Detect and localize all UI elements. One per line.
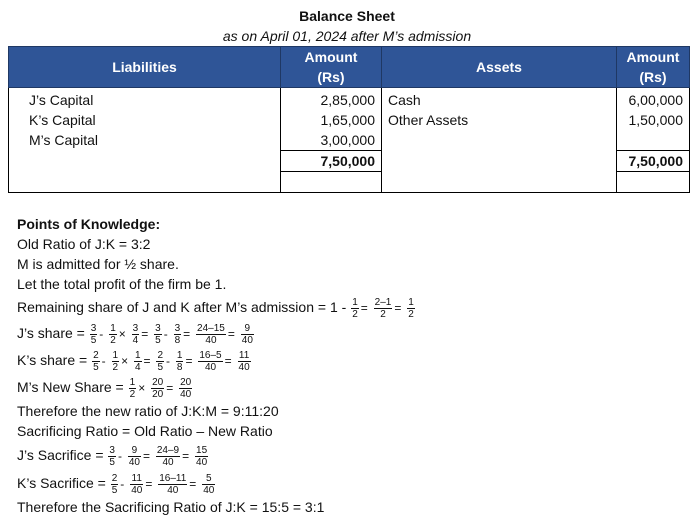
sacrificing-def-line: Sacrificing Ratio = Old Ratio – New Ratio bbox=[17, 423, 273, 439]
math-operator: = bbox=[227, 327, 235, 341]
numerator: 9 bbox=[241, 323, 254, 335]
denominator: 40 bbox=[162, 456, 174, 468]
denominator: 40 bbox=[205, 334, 217, 346]
math-operator: = bbox=[360, 301, 368, 315]
k-sacrifice-line bbox=[17, 469, 687, 497]
remaining-share-text: Remaining share of J and K after M’s admission = 1 - bbox=[17, 299, 347, 315]
header-amount-label: Amount bbox=[304, 49, 358, 65]
empty-cell bbox=[617, 172, 690, 193]
numerator: 1 bbox=[134, 349, 141, 361]
denominator: 40 bbox=[204, 361, 217, 373]
k-share-line bbox=[17, 347, 687, 374]
table-empty-row bbox=[9, 172, 690, 193]
fraction bbox=[134, 350, 142, 373]
numerator: 2 bbox=[111, 472, 118, 484]
liability-amount: 1,65,000 bbox=[320, 112, 375, 128]
denominator: 2 bbox=[129, 388, 136, 400]
numerator: 2–1 bbox=[374, 296, 392, 308]
fraction bbox=[156, 350, 164, 373]
denominator: 40 bbox=[203, 484, 215, 496]
math-operator: - bbox=[166, 354, 171, 368]
numerator: 1 bbox=[112, 349, 119, 361]
denominator: 40 bbox=[196, 456, 208, 468]
denominator: 40 bbox=[167, 484, 179, 496]
denominator: 5 bbox=[90, 334, 97, 346]
balance-sheet-table bbox=[8, 46, 690, 193]
numerator: 1 bbox=[352, 296, 358, 308]
numerator: 11 bbox=[131, 472, 142, 484]
numerator: 20 bbox=[152, 376, 164, 388]
old-ratio-line: Old Ratio of J:K = 3:2 bbox=[17, 236, 151, 252]
empty-cell bbox=[382, 172, 617, 193]
fraction bbox=[111, 473, 119, 496]
fraction bbox=[176, 350, 184, 373]
numerator: 9 bbox=[128, 445, 141, 457]
denominator: 40 bbox=[238, 361, 250, 373]
fraction bbox=[108, 445, 116, 468]
denominator: 5 bbox=[155, 334, 161, 346]
j-share-line bbox=[17, 320, 687, 347]
liability-amount: 3,00,000 bbox=[320, 132, 375, 148]
math-operator: × bbox=[118, 327, 126, 341]
fraction bbox=[158, 473, 187, 496]
total-liabilities: 7,50,000 bbox=[281, 150, 381, 172]
total-assets: 7,50,000 bbox=[617, 150, 689, 172]
numerator: 2 bbox=[157, 349, 164, 361]
numerator: 20 bbox=[180, 376, 192, 388]
admission-line: M is admitted for ½ share. bbox=[17, 256, 179, 272]
fraction bbox=[129, 377, 137, 400]
denominator: 8 bbox=[176, 361, 183, 373]
denominator: 40 bbox=[241, 334, 253, 346]
asset-label: Other Assets bbox=[388, 112, 469, 128]
math-operator: = bbox=[143, 354, 151, 368]
numerator: 5 bbox=[202, 473, 215, 485]
fraction bbox=[151, 377, 164, 400]
header-amount-unit: (Rs) bbox=[639, 69, 667, 85]
fraction bbox=[92, 350, 100, 373]
header-amount-assets bbox=[617, 47, 690, 88]
header-amount-unit: (Rs) bbox=[317, 69, 345, 85]
math-operator: - bbox=[117, 449, 122, 463]
fraction bbox=[351, 297, 359, 320]
numerator: 1 bbox=[129, 376, 136, 388]
page-subtitle: as on April 01, 2024 after M’s admission bbox=[222, 28, 472, 44]
fraction bbox=[132, 323, 140, 346]
denominator: 4 bbox=[134, 361, 141, 373]
math-operator: × bbox=[121, 354, 129, 368]
fraction bbox=[112, 350, 120, 373]
denominator: 2 bbox=[112, 361, 119, 373]
empty-cell bbox=[281, 172, 382, 193]
fraction bbox=[128, 445, 141, 468]
header-liabilities: Liabilities bbox=[9, 47, 281, 88]
numerator: 24–9 bbox=[156, 444, 180, 456]
denominator: 2 bbox=[110, 334, 116, 346]
final-ratio-line: Therefore the Sacrificing Ratio of J:K = 15:5 = 3:1 bbox=[17, 499, 325, 515]
numerator: 3 bbox=[132, 322, 139, 334]
fraction bbox=[174, 323, 182, 346]
asset-amount: 1,50,000 bbox=[628, 112, 683, 128]
pok-heading: Points of Knowledge: bbox=[17, 216, 161, 232]
math-operator: = bbox=[142, 449, 150, 463]
numerator: 16–11 bbox=[159, 472, 187, 484]
math-operator: = bbox=[189, 477, 197, 491]
fraction bbox=[195, 445, 208, 468]
math-operator: = bbox=[394, 301, 402, 315]
math-operator: - bbox=[120, 477, 125, 491]
fraction bbox=[374, 297, 393, 320]
liability-label: K’s Capital bbox=[29, 112, 96, 128]
math-operator: - bbox=[99, 327, 104, 341]
math-operator: = bbox=[185, 354, 193, 368]
table-body-row bbox=[9, 88, 690, 173]
k-sacrifice-label: K’s Sacrifice = bbox=[17, 475, 106, 491]
asset-label: Cash bbox=[388, 92, 421, 108]
liability-label: M’s Capital bbox=[29, 132, 98, 148]
denominator: 40 bbox=[131, 484, 143, 496]
m-share-line bbox=[17, 374, 687, 401]
points-of-knowledge bbox=[17, 214, 687, 517]
numerator: 16–5 bbox=[199, 349, 222, 361]
numerator: 3 bbox=[109, 444, 115, 456]
new-ratio-line: Therefore the new ratio of J:K:M = 9:11:20 bbox=[17, 403, 279, 419]
math-operator: = bbox=[166, 381, 174, 395]
liability-amount: 2,85,000 bbox=[320, 92, 375, 108]
liability-label: J’s Capital bbox=[29, 92, 94, 108]
denominator: 5 bbox=[157, 361, 164, 373]
denominator: 20 bbox=[152, 388, 164, 400]
header-amount-label: Amount bbox=[626, 49, 680, 65]
page-title: Balance Sheet bbox=[299, 8, 395, 24]
denominator: 2 bbox=[352, 308, 358, 320]
math-operator: = bbox=[183, 327, 191, 341]
denominator: 2 bbox=[380, 308, 386, 320]
fraction bbox=[156, 445, 180, 468]
empty-cell bbox=[9, 172, 281, 193]
header-amount-liabilities bbox=[281, 47, 382, 88]
assets-amount-cell bbox=[617, 88, 690, 173]
numerator: 2 bbox=[93, 349, 99, 361]
math-operator: - bbox=[163, 327, 168, 341]
fraction bbox=[90, 323, 98, 346]
denominator: 5 bbox=[109, 456, 115, 468]
fraction bbox=[154, 323, 162, 346]
liabilities-cell bbox=[9, 88, 281, 173]
math-operator: = bbox=[145, 477, 153, 491]
numerator: 24–15 bbox=[197, 322, 225, 334]
j-share-label: J’s share = bbox=[17, 325, 85, 341]
numerator: 3 bbox=[90, 322, 97, 334]
numerator: 1 bbox=[176, 349, 183, 361]
math-operator: = bbox=[182, 449, 190, 463]
denominator: 8 bbox=[174, 334, 181, 346]
numerator: 11 bbox=[238, 349, 250, 361]
numerator: 15 bbox=[196, 444, 208, 456]
fraction bbox=[198, 350, 222, 373]
numerator: 1 bbox=[408, 296, 414, 308]
numerator: 3 bbox=[155, 322, 161, 334]
fraction bbox=[130, 473, 143, 496]
denominator: 5 bbox=[111, 484, 118, 496]
denominator: 4 bbox=[132, 334, 139, 346]
denominator: 40 bbox=[180, 388, 192, 400]
denominator: 5 bbox=[93, 361, 99, 373]
denominator: 2 bbox=[408, 308, 414, 320]
math-operator: = bbox=[141, 327, 149, 341]
liabilities-amount-cell bbox=[281, 88, 382, 173]
asset-spacer bbox=[623, 130, 683, 150]
numerator: 1 bbox=[110, 322, 116, 334]
math-operator: - bbox=[101, 354, 106, 368]
m-share-label: M’s New Share = bbox=[17, 379, 124, 395]
remaining-share-line bbox=[17, 294, 687, 320]
fraction bbox=[241, 323, 254, 346]
numerator: 3 bbox=[174, 322, 181, 334]
table-header-row bbox=[9, 47, 690, 88]
profit-line: Let the total profit of the firm be 1. bbox=[17, 276, 227, 292]
k-share-label: K’s share = bbox=[17, 352, 88, 368]
fraction bbox=[202, 473, 215, 496]
fraction bbox=[238, 350, 251, 373]
denominator: 40 bbox=[128, 456, 140, 468]
assets-cell bbox=[382, 88, 617, 173]
j-sacrifice-line bbox=[17, 441, 687, 469]
fraction bbox=[407, 297, 415, 320]
header-assets: Assets bbox=[382, 47, 617, 88]
math-operator: = bbox=[224, 354, 232, 368]
fraction bbox=[109, 323, 117, 346]
j-sacrifice-label: J’s Sacrifice = bbox=[17, 447, 104, 463]
fraction bbox=[196, 323, 226, 346]
math-operator: × bbox=[138, 381, 146, 395]
asset-amount: 6,00,000 bbox=[628, 92, 683, 108]
fraction bbox=[179, 377, 192, 400]
